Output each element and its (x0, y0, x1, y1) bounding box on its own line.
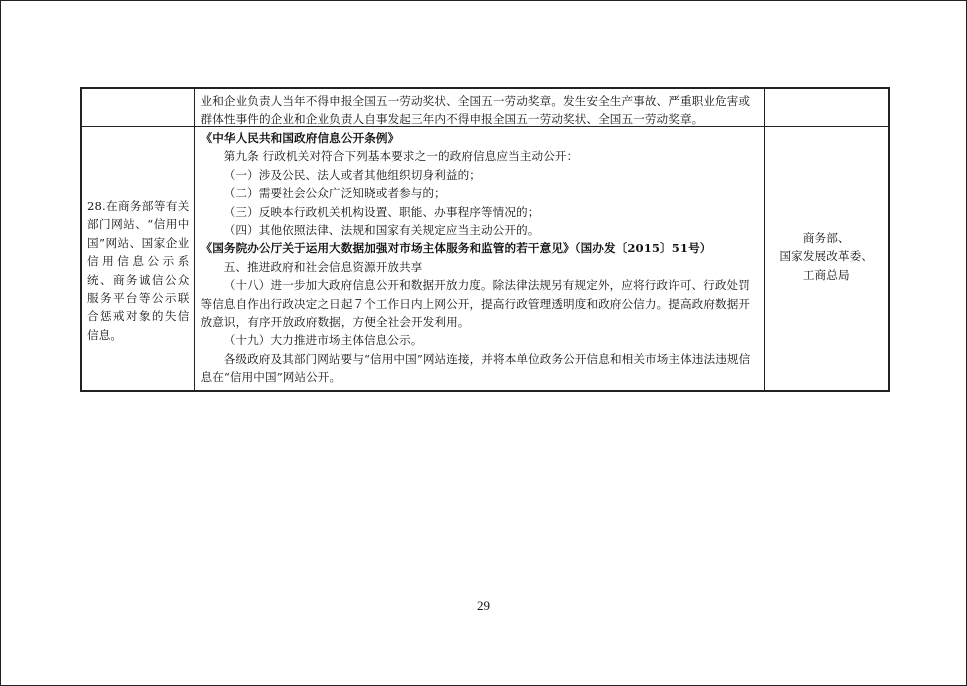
department-2: 国家发展改革委、 (779, 249, 874, 264)
law-paragraph-18: （十八）进一步加大政府信息公开和数据开放力度。除法律法规另有规定外，应将行政许可、行政处罚等信息自作出行政决定之日起７个工作日内上网公开，提高行政管理透明度和政府公信力。提高政府数据开放意识，有序开放政府数据，方便全社会开发利用。 (200, 278, 751, 330)
basis-cell-continued (194, 88, 764, 127)
item-cell-empty (81, 88, 194, 127)
law-section-5: 五、推进政府和社会信息资源开放共享 (223, 259, 423, 274)
continued-text: 业和企业负责人当年不得申报全国五一劳动奖状、全国五一劳动奖章。发生安全生产事故、严重职业危害或群体性事件的企业和企业负责人自事发起三年内不得申报全国五一劳动奖状、全国五一劳动奖章。 (200, 94, 751, 127)
department-cell-empty (764, 88, 889, 127)
department-3: 工商总局 (802, 267, 850, 282)
measure-item-28: 28.在商务部等有关部门网站、“信用中国”网站、国家企业信用信息公示系统、商务诚信公众服务平台等公示联合惩戒对象的失信信息。 (87, 199, 190, 342)
measures-table (80, 87, 890, 392)
law-paragraph-19: （十九）大力推进市场主体信息公示。 (223, 333, 423, 348)
table-row-continued (81, 88, 889, 127)
item-cell (81, 127, 194, 391)
law-article-9: 第九条 行政机关对符合下列基本要求之一的政府信息应当主动公开： (223, 149, 579, 164)
law-title-1: 《中华人民共和国政府信息公开条例》 (200, 131, 400, 145)
law-item-1: （一）涉及公民、法人或者其他组织切身利益的； (223, 167, 481, 182)
law-item-4: （四）其他依照法律、法规和国家有关规定应当主动公开的。 (223, 223, 540, 238)
department-cell (764, 127, 889, 391)
page-number: 29 (477, 598, 490, 613)
law-paragraph-19-body: 各级政府及其部门网站要与“信用中国”网站连接，并将本单位政务公开信息和相关市场主体违法违规信息在“信用中国”网站公开。 (200, 351, 751, 385)
table-row-28 (81, 127, 889, 391)
basis-cell (194, 127, 764, 391)
law-item-2: （二）需要社会公众广泛知晓或者参与的； (223, 186, 446, 201)
department-1: 商务部、 (802, 231, 850, 245)
law-title-2: 《国务院办公厅关于运用大数据加强对市场主体服务和监管的若干意见》（国办发〔2015〕51号） (200, 241, 712, 256)
law-item-3: （三）反映本行政机关机构设置、职能、办事程序等情况的； (223, 204, 540, 219)
